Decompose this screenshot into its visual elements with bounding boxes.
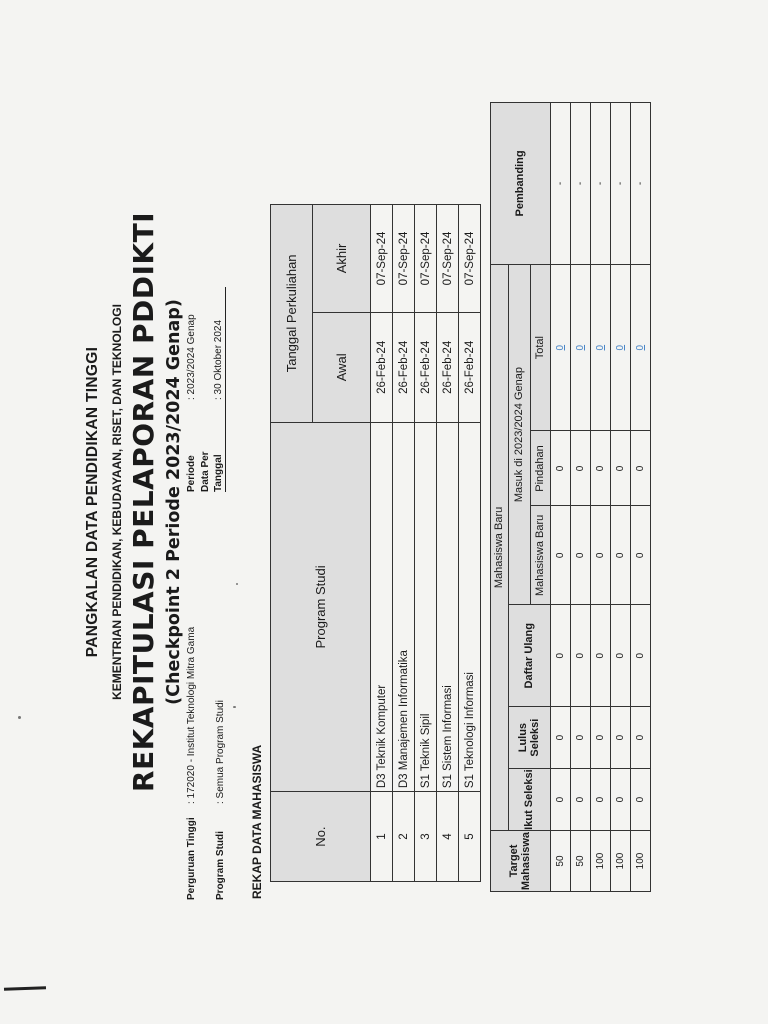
- cell-baru: 0: [551, 506, 571, 605]
- cell-daftar: 0: [551, 605, 571, 707]
- cell-total-link[interactable]: 0: [631, 264, 651, 431]
- pen-mark: [4, 986, 46, 990]
- cell-lulus: 0: [631, 707, 651, 769]
- cell-ikut: 0: [591, 769, 611, 831]
- cell-akhir: 07-Sep-24: [459, 205, 481, 313]
- cell-pembanding: -: [631, 103, 651, 265]
- col-header-awal: Awal: [313, 312, 371, 422]
- periode-value: : 2023/2024 Genap: [186, 314, 197, 400]
- table-row: [631, 103, 651, 892]
- header-line1: PANGKALAN DATA PENDIDIKAN TINGGI: [84, 346, 101, 658]
- dataper-label: Data Per: [200, 451, 211, 492]
- cell-awal: 26-Feb-24: [459, 312, 481, 422]
- table-row: [393, 205, 415, 882]
- cell-no: 4: [437, 792, 459, 882]
- cell-pindahan: 0: [591, 431, 611, 506]
- col-header-baru: Mahasiswa Baru: [531, 506, 551, 605]
- col-header-target: Target Mahasiswa: [491, 831, 551, 892]
- cell-prodi: S1 Teknik Sipil: [415, 422, 437, 791]
- cell-pindahan: 0: [611, 431, 631, 506]
- prodi-label: Program Studi: [215, 831, 226, 900]
- cell-awal: 26-Feb-24: [393, 312, 415, 422]
- cell-no: 5: [459, 792, 481, 882]
- cell-pindahan: 0: [571, 431, 591, 506]
- col-header-pindahan: Pindahan: [531, 431, 551, 506]
- cell-lulus: 0: [551, 707, 571, 769]
- table-row: [415, 205, 437, 882]
- prodi-value: : Semua Program Studi: [215, 700, 226, 804]
- cell-daftar: 0: [571, 605, 591, 707]
- col-header-lulus: Lulus Seleksi: [509, 707, 551, 769]
- col-header-masuk: Masuk di 2023/2024 Genap: [509, 264, 531, 604]
- cell-pembanding: -: [611, 103, 631, 265]
- col-header-tanggal: Tanggal Perkuliahan: [271, 205, 313, 423]
- header-ministry: KEMENTRIAN PENDIDIKAN, KEBUDAYAAN, RISET, DAN TEKNOLOGI: [110, 304, 124, 700]
- cell-target: 50: [571, 831, 591, 892]
- cell-target: 50: [551, 831, 571, 892]
- pt-label: Perguruan Tinggi: [186, 817, 197, 900]
- table-row: [571, 103, 591, 892]
- cell-ikut: 0: [551, 769, 571, 831]
- cell-akhir: 07-Sep-24: [393, 205, 415, 313]
- periode-label: Periode: [186, 455, 197, 492]
- cell-total-link[interactable]: 0: [611, 264, 631, 431]
- rotated-document: [55, 32, 655, 972]
- group-header-mahasiswa-baru: Mahasiswa Baru: [491, 264, 509, 830]
- cell-baru: 0: [611, 506, 631, 605]
- tanggal-value: : 30 Oktober 2024: [213, 319, 224, 400]
- cell-pindahan: 0: [551, 431, 571, 506]
- col-header-akhir: Akhir: [313, 205, 371, 313]
- pt-value: : 172020 - Institut Teknologi Mitra Gama: [186, 626, 197, 804]
- cell-target: 100: [611, 831, 631, 892]
- cell-ikut: 0: [611, 769, 631, 831]
- cell-no: 2: [393, 792, 415, 882]
- cell-lulus: 0: [571, 707, 591, 769]
- report-title: REKAPITULASI PELAPORAN PDDIKTI: [127, 211, 160, 793]
- cell-akhir: 07-Sep-24: [437, 205, 459, 313]
- cell-total-link[interactable]: 0: [571, 264, 591, 431]
- cell-ikut: 0: [571, 769, 591, 831]
- table-row: [437, 205, 459, 882]
- cell-lulus: 0: [591, 707, 611, 769]
- cell-prodi: S1 Sistem Informasi: [437, 422, 459, 791]
- cell-awal: 26-Feb-24: [415, 312, 437, 422]
- table-row: [611, 103, 631, 892]
- cell-pembanding: -: [591, 103, 611, 265]
- cell-daftar: 0: [631, 605, 651, 707]
- col-header-ikut: Ikut Seleksi: [509, 769, 551, 831]
- col-header-total: Total: [531, 264, 551, 431]
- cell-target: 100: [591, 831, 611, 892]
- col-header-daftar: Daftar Ulang: [509, 605, 551, 707]
- cell-pembanding: -: [571, 103, 591, 265]
- tanggal-label: Tanggal: [213, 454, 224, 492]
- rekap-table: [270, 204, 481, 882]
- table-row: [551, 103, 571, 892]
- cell-daftar: 0: [611, 605, 631, 707]
- cell-baru: 0: [591, 506, 611, 605]
- col-header-prodi: Program Studi: [271, 422, 371, 791]
- cell-baru: 0: [571, 506, 591, 605]
- cell-awal: 26-Feb-24: [371, 312, 393, 422]
- cell-baru: 0: [631, 506, 651, 605]
- cell-pembanding: -: [551, 103, 571, 265]
- rekap-section-title: REKAP DATA MAHASISWA: [250, 744, 264, 899]
- cell-lulus: 0: [611, 707, 631, 769]
- cell-prodi: D3 Manajemen Informatika: [393, 422, 415, 791]
- cell-no: 1: [371, 792, 393, 882]
- cell-target: 100: [631, 831, 651, 892]
- table-row: [459, 205, 481, 882]
- cell-prodi: S1 Teknologi Informasi: [459, 422, 481, 791]
- cell-prodi: D3 Teknik Komputer: [371, 422, 393, 791]
- cell-akhir: 07-Sep-24: [371, 205, 393, 313]
- table-row: [371, 205, 393, 882]
- scan-speck: [18, 716, 21, 719]
- report-subtitle: (Checkpoint 2 Periode 2023/2024 Genap): [164, 299, 184, 705]
- col-header-no: No.: [271, 792, 371, 882]
- col-header-pembanding: Pembanding: [491, 103, 551, 265]
- cell-pindahan: 0: [631, 431, 651, 506]
- cell-no: 3: [415, 792, 437, 882]
- table-row: [591, 103, 611, 892]
- cell-daftar: 0: [591, 605, 611, 707]
- cell-total-link[interactable]: 0: [591, 264, 611, 431]
- cell-total-link[interactable]: 0: [551, 264, 571, 431]
- cell-ikut: 0: [631, 769, 651, 831]
- cell-awal: 26-Feb-24: [437, 312, 459, 422]
- meta-underline: [225, 287, 226, 492]
- cell-akhir: 07-Sep-24: [415, 205, 437, 313]
- mahasiswa-baru-table: [490, 102, 651, 892]
